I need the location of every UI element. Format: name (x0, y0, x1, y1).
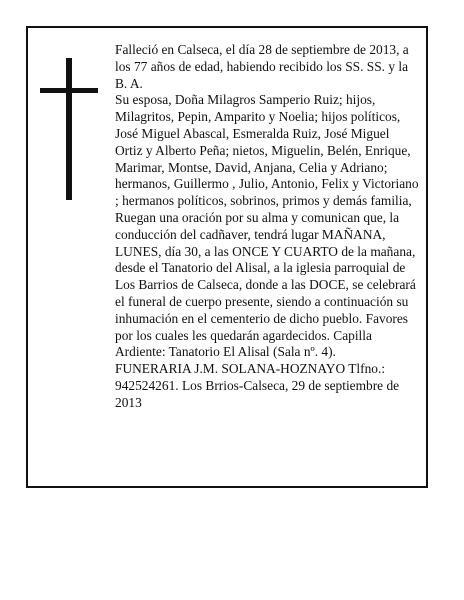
obituary-text (115, 42, 420, 412)
cross-vertical-bar (66, 58, 72, 200)
funeral-home-paragraph: FUNERARIA J.M. SOLANA-HOZNAYO Tlfno.: 942524261. Los Brrios-Calseca, 29 de septiembre de 2013 (115, 361, 400, 410)
cross-horizontal-bar (40, 88, 98, 93)
funeral-details-paragraph: Ruegan una oración por su alma y comunican que, la conducción del cadñaver, tendrá lugar MAÑANA, LUNES, día 30, a las ONCE Y CUARTO de la mañana, desde el Tanatorio del Alisal, a la iglesia parroquial de Los Barrios de Calseca, donde a las DOCE, se celebrará el funeral de cuerpo presente, siendo a continuación su inhumación en el cementerio de dicho pueblo. Favores por los cuales les quedarán agardecidos. Capilla Ardiente: Tanatorio El Alisal (Sala nº. 4). (115, 209, 416, 360)
family-paragraph: Su esposa, Doña Milagros Samperio Ruiz; hijos, Milagritos, Pepin, Amparito y Noelia; hijos políticos, José Miguel Abascal, Esmeralda Ruiz, José Miguel Ortiz y Alberto Peña; nietos, Miguelin, Belén, Enrique, Marimar, Montse, David, Anjana, Celia y Adriano; hermanos, Guillermo , Julio, Antonio, Felix y Victoriano ; hermanos políticos, sobrinos, primos y demás familia, (115, 92, 419, 209)
obituary-notice (26, 26, 428, 488)
death-announcement-paragraph: Falleció en Calseca, el día 28 de septiembre de 2013, a los 77 años de edad, habiendo recibido los SS. SS. y la B. A. (115, 42, 409, 91)
cross-icon (40, 58, 96, 200)
